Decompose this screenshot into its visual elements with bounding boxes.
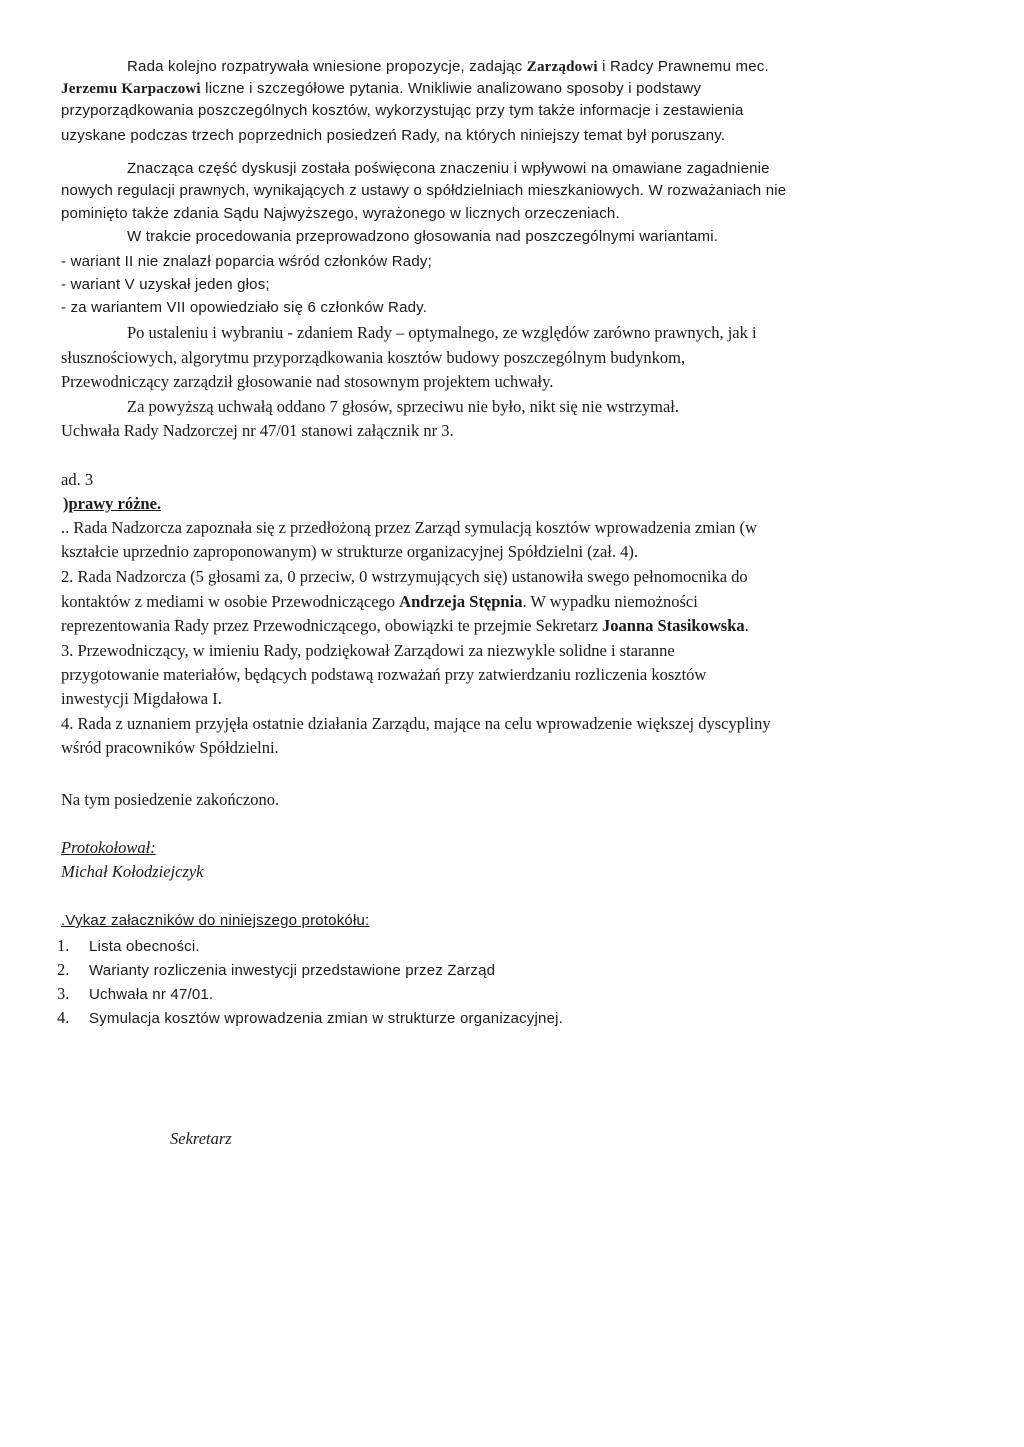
p4-line-2: słusznościowych, algorytmu przyporządkowania kosztów budowy poszczególnym budynkom,	[61, 348, 686, 367]
attachments-list	[57, 936, 563, 1032]
item-3-line-2: przygotowanie materiałów, będących podstawą rozważań przy zatwierdzaniu rozliczenia kosztów	[61, 665, 707, 684]
p2-line-2: nowych regulacji prawnych, wynikających z ustawy o spółdzielniach mieszkaniowych. W rozważaniach nie	[61, 182, 787, 199]
item-2-text-a: kontaktów z mediami w osobie Przewodniczącego	[61, 592, 400, 611]
item-4-line-2: wśród pracowników Spółdzielni.	[61, 738, 279, 757]
ad3-subheading: )prawy różne.	[63, 494, 162, 513]
p3-line-4: - za wariantem VII opowiedziało się 6 członków Rady.	[61, 299, 428, 316]
attachment-text: Warianty rozliczenia inwestycji przedstawione przez Zarząd	[89, 962, 496, 979]
item-2-line-1: 2. Rada Nadzorcza (5 głosami za, 0 przeciw, 0 wstrzymujących się) ustanowiła swego pełnomocnika do	[61, 567, 748, 586]
attachment-num: 1.	[57, 936, 70, 955]
p2-line-3: pominięto także zdania Sądu Najwyższego, wyrażonego w licznych orzeczeniach.	[61, 205, 620, 222]
p1-line-3: przyporządkowania poszczególnych kosztów, wykorzystując przy tym także informacje i zestawienia	[61, 102, 744, 119]
p4-line-4: Za powyższą uchwałą oddano 7 głosów, sprzeciwu nie było, nikt się nie wstrzymał.	[127, 397, 679, 416]
attachment-num: 4.	[57, 1008, 70, 1027]
item-2-line-3	[61, 616, 749, 636]
item-2-text-c: . W wypadku niemożności	[522, 592, 698, 611]
attachment-item	[57, 1008, 563, 1032]
p3-line-2: - wariant II nie znalazł poparcia wśród członków Rady;	[61, 253, 432, 270]
p1-text-a: Rada kolejno rozpatrywała wniesione propozycje, zadając	[127, 58, 527, 75]
attachment-item	[57, 936, 563, 960]
p3-line-1: W trakcie procedowania przeprowadzono głosowania nad poszczególnymi wariantami.	[127, 228, 719, 245]
ad3-heading: ad. 3	[61, 470, 94, 489]
p1-bold-name: Jerzemu Karpaczowi	[61, 81, 201, 97]
item-3-line-3: inwestycji Migdałowa I.	[61, 689, 222, 708]
item-2-bold-secretary: Joanna Stasikowska	[602, 616, 745, 635]
p1-line-2-text: liczne i szczegółowe pytania. Wnikliwie analizowano sposoby i podstawy	[200, 80, 702, 97]
attachment-text: Symulacja kosztów wprowadzenia zmian w strukturze organizacyjnej.	[89, 1010, 564, 1027]
p1-line-1	[127, 57, 961, 77]
attachment-item	[57, 960, 563, 984]
p1-bold-zarzad: Zarządowi	[526, 59, 598, 75]
minutes-name: Michał Kołodziejczyk	[61, 862, 204, 881]
item-2-text-e: .	[744, 616, 749, 635]
signature-label: Sekretarz	[170, 1129, 232, 1148]
closing-text: Na tym posiedzenie zakończono.	[61, 790, 280, 809]
attachment-num: 2.	[57, 960, 70, 979]
p1-line-2	[61, 79, 961, 99]
p1-text-c: i Radcy Prawnemu mec.	[597, 58, 769, 75]
item-2-line-2	[61, 592, 698, 612]
p4-line-1: Po ustaleniu i wybraniu - zdaniem Rady – optymalnego, ze względów zarówno prawnych, jak i	[127, 323, 757, 342]
attachment-num: 3.	[57, 984, 70, 1003]
p4-line-5: Uchwała Rady Nadzorczej nr 47/01 stanowi załącznik nr 3.	[61, 421, 454, 440]
attachments-heading: .Vykaz załaczników do niniejszego protokółu:	[61, 912, 370, 929]
minutes-label: Protokołował:	[61, 838, 156, 857]
item-1-line-1: .. Rada Nadzorcza zapoznała się z przedłożoną przez Zarząd symulacją kosztów wprowadzenia zmian (w	[61, 518, 757, 537]
p1-line-4: uzyskane podczas trzech poprzednich posiedzeń Rady, na których niniejszy temat był poruszany.	[61, 127, 726, 144]
item-2-bold-name: Andrzeja Stępnia	[399, 592, 523, 611]
attachment-item	[57, 984, 563, 1008]
attachment-text: Lista obecności.	[89, 938, 200, 955]
item-2-text-d: reprezentowania Rady przez Przewodniczącego, obowiązki te przejmie Sekretarz	[61, 616, 603, 635]
attachment-text: Uchwała nr 47/01.	[89, 986, 214, 1003]
p4-line-3: Przewodniczący zarządził głosowanie nad stosownym projektem uchwały.	[61, 372, 554, 391]
item-4-line-1: 4. Rada z uznaniem przyjęła ostatnie działania Zarządu, mające na celu wprowadzenie większej dyscypliny	[61, 714, 771, 733]
item-1-line-2: kształcie uprzednio zaproponowanym) w strukturze organizacyjnej Spółdzielni (zał. 4).	[61, 542, 638, 561]
p3-line-3: - wariant V uzyskał jeden głos;	[61, 276, 270, 293]
item-3-line-1: 3. Przewodniczący, w imieniu Rady, podziękował Zarządowi za niezwykle solidne i staranne	[61, 641, 675, 660]
p2-line-1: Znacząca część dyskusji została poświęcona znaczeniu i wpływowi na omawiane zagadnienie	[127, 160, 770, 177]
